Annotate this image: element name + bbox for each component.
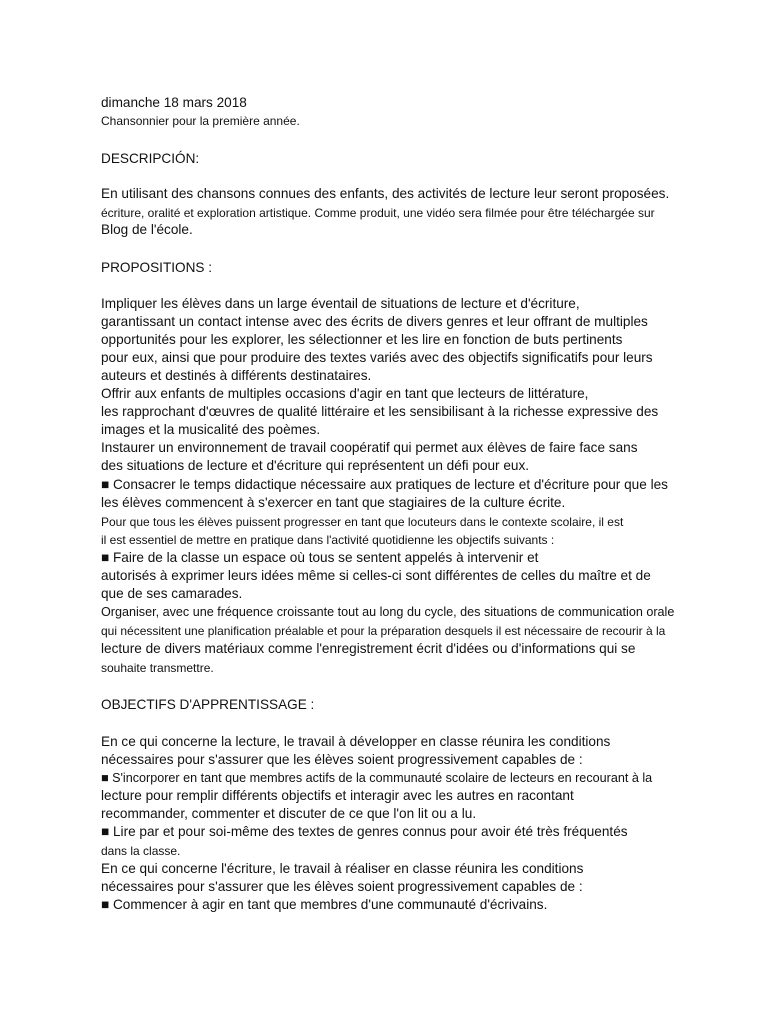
objectifs-line: nécessaires pour s'assurer que les élèves soient progressivement capables de : bbox=[101, 752, 583, 767]
objectifs-heading: OBJECTIFS D'APPRENTISSAGE : bbox=[101, 697, 315, 712]
objectifs-line: En ce qui concerne l'écriture, le travail à réaliser en classe réunira les conditions bbox=[101, 861, 584, 876]
propositions-line: pour eux, ainsi que pour produire des textes variés avec des objectifs significatifs pour leurs bbox=[101, 350, 653, 365]
propositions-line: qui nécessitent une planification préalable et pour la préparation desquels il est nécessaire de recourir à la bbox=[101, 624, 666, 638]
description-line: Blog de l'école. bbox=[101, 222, 193, 237]
objectifs-line: En ce qui concerne la lecture, le travail à développer en classe réunira les conditions bbox=[101, 734, 611, 749]
propositions-line: auteurs et destinés à différents destinataires. bbox=[101, 368, 372, 383]
document-subtitle: Chansonnier pour la première année. bbox=[101, 114, 300, 128]
propositions-line: Impliquer les élèves dans un large éventail de situations de lecture et d'écriture, bbox=[101, 296, 580, 311]
propositions-bullet-line: ■ Consacrer le temps didactique nécessaire aux pratiques de lecture et d'écriture pour que les bbox=[101, 477, 668, 492]
propositions-line: images et la musicalité des poèmes. bbox=[101, 422, 321, 437]
propositions-line: des situations de lecture et d'écriture qui représentent un défi pour eux. bbox=[101, 458, 530, 473]
propositions-line: autorisés à exprimer leurs idées même si celles-ci sont différentes de celles du maître et de bbox=[101, 568, 651, 583]
objectifs-line: recommander, commenter et discuter de ce que l'on lit ou a lu. bbox=[101, 806, 477, 821]
propositions-line: Pour que tous les élèves puissent progresser en tant que locuteurs dans le contexte scolaire, il est bbox=[101, 515, 624, 529]
objectifs-line: dans la classe. bbox=[101, 844, 181, 858]
objectifs-bullet-line: ■ Lire par et pour soi-même des textes de genres connus pour avoir été très fréquentés bbox=[101, 824, 628, 839]
objectifs-bullet-line: ■ Commencer à agir en tant que membres d'une communauté d'écrivains. bbox=[101, 897, 548, 912]
propositions-bullet-line: ■ Faire de la classe un espace où tous se sentent appelés à intervenir et bbox=[101, 550, 539, 565]
propositions-line: lecture de divers matériaux comme l'enregistrement écrit d'idées ou d'informations qui se bbox=[101, 641, 636, 656]
objectifs-line: lecture pour remplir différents objectifs et interagir avec les autres en racontant bbox=[101, 788, 574, 803]
propositions-line: souhaite transmettre. bbox=[101, 661, 214, 675]
propositions-heading: PROPOSITIONS : bbox=[101, 260, 213, 275]
description-line: En utilisant des chansons connues des enfants, des activités de lecture leur seront proposées. bbox=[101, 186, 670, 201]
propositions-line: Instaurer un environnement de travail coopératif qui permet aux élèves de faire face sans bbox=[101, 440, 638, 455]
propositions-line: les rapprochant d'œuvres de qualité littéraire et les sensibilisant à la richesse expressive des bbox=[101, 404, 659, 419]
propositions-line: il est essentiel de mettre en pratique dans l'activité quotidienne les objectifs suivants : bbox=[101, 533, 555, 547]
propositions-line: les élèves commencent à s'exercer en tant que stagiaires de la culture écrite. bbox=[101, 495, 566, 510]
propositions-line: que de ses camarades. bbox=[101, 586, 243, 601]
objectifs-bullet-line: ■ S'incorporer en tant que membres actifs de la communauté scolaire de lecteurs en recourant à la bbox=[101, 771, 653, 785]
propositions-line: Offrir aux enfants de multiples occasions d'agir en tant que lecteurs de littérature, bbox=[101, 386, 589, 401]
propositions-line: opportunités pour les explorer, les sélectionner et les lire en fonction de buts pertinents bbox=[101, 332, 623, 347]
document-date: dimanche 18 mars 2018 bbox=[101, 95, 247, 110]
objectifs-line: nécessaires pour s'assurer que les élèves soient progressivement capables de : bbox=[101, 879, 583, 894]
description-line: écriture, oralité et exploration artistique. Comme produit, une vidéo sera filmée pour être téléchargée sur bbox=[101, 206, 655, 220]
propositions-line: Organiser, avec une fréquence croissante tout au long du cycle, des situations de communication orale bbox=[101, 605, 675, 619]
description-heading: DESCRIPCIÓN: bbox=[101, 151, 200, 166]
propositions-line: garantissant un contact intense avec des écrits de divers genres et leur offrant de multiples bbox=[101, 314, 648, 329]
